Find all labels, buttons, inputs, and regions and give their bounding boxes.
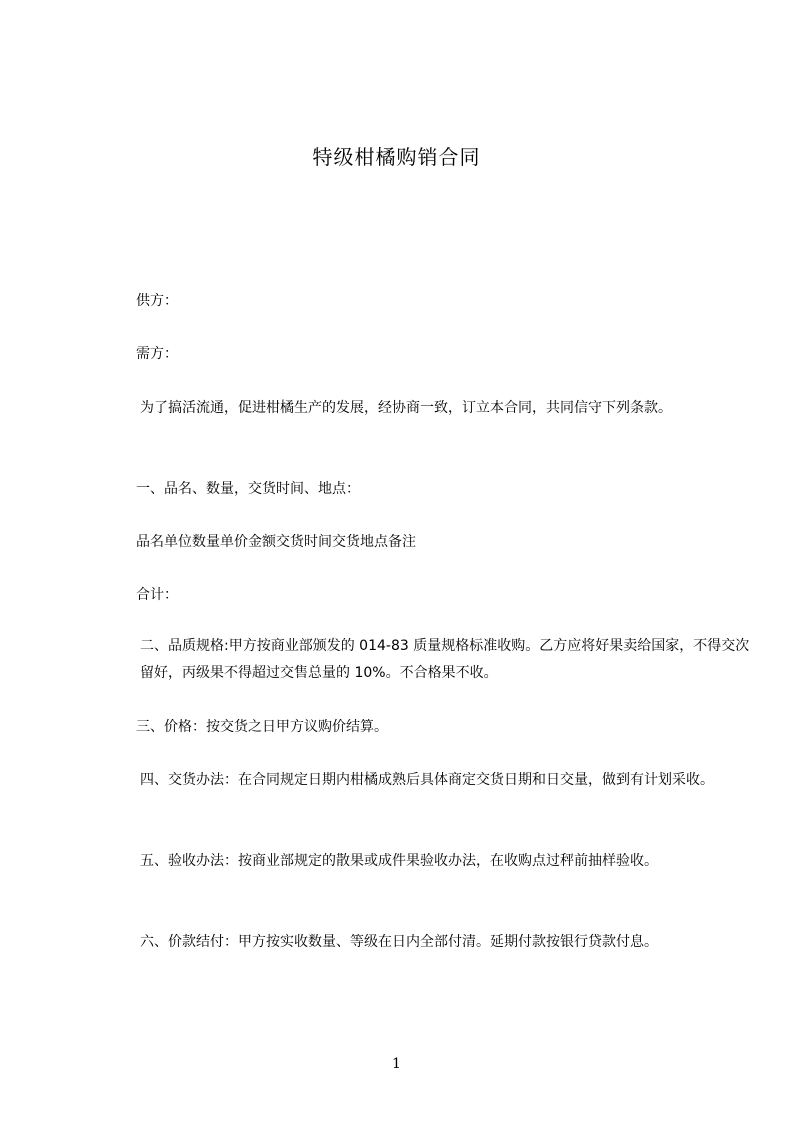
clause5-paragraph: 五、验收办法：按商业部规定的散果或成件果验收办法，在收购点过秤前抽样验收。 xyxy=(140,853,658,869)
clause4-paragraph: 四、交货办法：在合同规定日期内柑橘成熟后具体商定交货日期和日交量，做到有计划采收。 xyxy=(140,772,714,788)
intro-paragraph: 为了搞活流通，促进柑橘生产的发展，经协商一致，订立本合同，共同信守下列条款。 xyxy=(140,400,672,416)
clause1-table-header: 品名单位数量单价金额交货时间交货地点备注 xyxy=(136,534,416,550)
document-title: 特级柑橘购销合同 xyxy=(312,145,481,169)
supplier-label: 供方： xyxy=(136,293,178,309)
total-label: 合计： xyxy=(136,587,178,603)
page-number: 1 xyxy=(392,1056,401,1072)
clause1-heading: 一、品名、数量，交货时间、地点： xyxy=(136,481,360,497)
clause3-paragraph: 三、价格：按交货之日甲方议购价结算。 xyxy=(136,719,388,735)
buyer-label: 需方： xyxy=(136,346,178,362)
clause6-paragraph: 六、价款结付：甲方按实收数量、等级在日内全部付清。延期付款按银行贷款付息。 xyxy=(140,934,658,950)
clause2-paragraph: 二、品质规格:甲方按商业部颁发的 014-83 质量规格标准收购。乙方应将好果卖给国家，不得交次留好，丙级果不得超过交售总量的 10%。不合格果不收。 xyxy=(140,638,750,681)
